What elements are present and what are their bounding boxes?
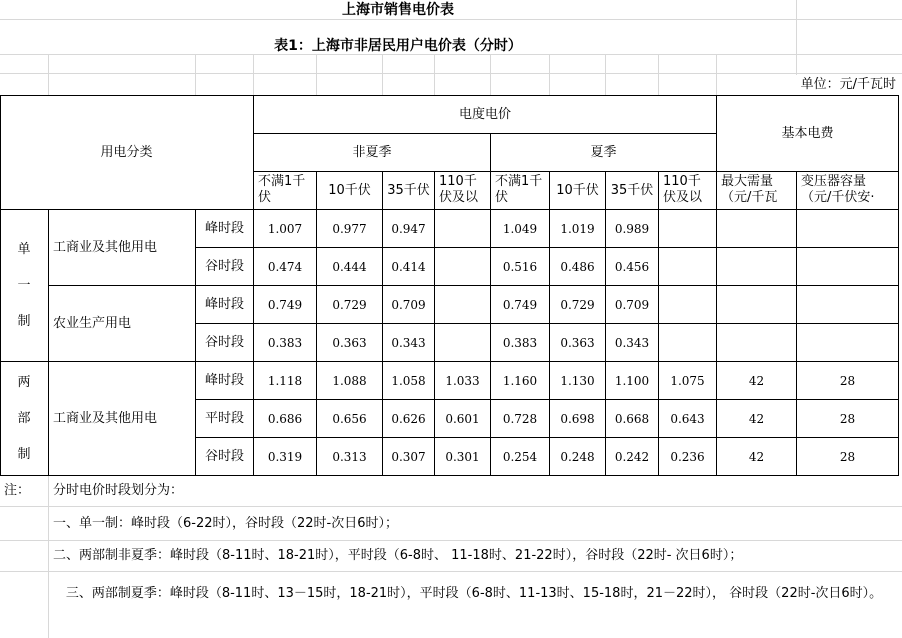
- row-4-transformer-cell: [797, 324, 898, 361]
- header-kwh-price: 电度电价: [458, 106, 511, 122]
- header-category: 用电分类: [100, 144, 153, 160]
- table-subtitle: 表1：上海市非居民用户电价表（分时）: [274, 38, 522, 54]
- row-4-ns-35kv-cell: 0.343: [391, 335, 426, 350]
- row-2-ns-110kv-cell: [435, 248, 490, 285]
- row-5-ns-10kv-cell: 1.088: [332, 373, 367, 388]
- row-5-s-35kv-cell: 1.100: [614, 373, 650, 388]
- row-1-ns-35kv-cell: 0.947: [391, 221, 426, 236]
- row-2-transformer-cell: [797, 248, 898, 285]
- row-5-max-demand-cell: 42: [748, 373, 765, 388]
- row-3-ns-35kv-cell: 0.709: [391, 297, 426, 312]
- row-2-ns-lt1kv-cell: 0.474: [267, 259, 303, 274]
- row-5-ns-110kv-cell: 1.033: [445, 373, 480, 388]
- row-6-s-lt1kv-cell: 0.728: [502, 411, 538, 426]
- row-3-ns-lt1kv-cell: 0.749: [267, 297, 303, 312]
- row-6-ns-35kv-cell: 0.626: [391, 411, 426, 426]
- row-7-transformer-cell: 28: [839, 449, 856, 464]
- row-5-s-lt1kv-cell: 1.160: [502, 373, 538, 388]
- group-two-char-3: 制: [17, 446, 31, 462]
- group-two-part: [0, 362, 48, 475]
- group-single-part: [0, 210, 48, 361]
- row-7-ns-35kv-cell: 0.307: [391, 449, 426, 464]
- row-7-ns-110kv-cell: 0.301: [445, 449, 480, 464]
- row-2-ns-10kv-cell: 0.444: [332, 259, 367, 274]
- row-2-max-demand-cell: [717, 248, 796, 285]
- row-4-ns-lt1kv-cell: 0.383: [267, 335, 303, 350]
- header-ns-lt1kv: 不满1千伏: [258, 174, 306, 205]
- row-7-s-35kv-cell: 0.242: [614, 449, 650, 464]
- header-basic-fee: 基本电费: [781, 125, 834, 141]
- row-1-s-110kv-cell: [659, 210, 716, 247]
- note-item-3: 三、两部制夏季：峰时段（8-11时、13－15时，18-21时），平时段（6-8时、11-13时、15-18时，21－22时）， 谷时段（22时-次日6时）。: [65, 586, 883, 601]
- row-3-transformer-cell: [797, 286, 898, 323]
- row-6-ns-10kv-cell: 0.656: [332, 411, 367, 426]
- header-s-lt1kv: 不满1千伏: [495, 174, 543, 205]
- group-single-char-2: 一: [17, 277, 31, 293]
- row-4-period-cell: 谷时段: [204, 334, 244, 350]
- row-6-s-10kv-cell: 0.698: [560, 411, 595, 426]
- row-7-max-demand-cell: 42: [748, 449, 765, 464]
- header-s-10kv: 10千伏: [556, 182, 599, 198]
- row-3-s-lt1kv-cell: 0.749: [502, 297, 538, 312]
- row-6-period-cell: 平时段: [204, 410, 244, 426]
- row-4-s-110kv-cell: [659, 324, 716, 361]
- row-5-ns-35kv-cell: 1.058: [391, 373, 426, 388]
- header-non-summer: 非夏季: [352, 144, 392, 160]
- row-6-s-110kv-cell: 0.643: [670, 411, 705, 426]
- row-3-s-10kv-cell: 0.729: [560, 297, 595, 312]
- group-single-char-3: 制: [17, 313, 31, 329]
- row-1-s-lt1kv-cell: 1.049: [502, 221, 538, 236]
- row-3-s-110kv-cell: [659, 286, 716, 323]
- row-1-s-35kv-cell: 0.989: [614, 221, 650, 236]
- row-3-s-35kv-cell: 0.709: [614, 297, 650, 312]
- row-5-ns-lt1kv-cell: 1.118: [267, 373, 303, 388]
- row-2-ns-35kv-cell: 0.414: [391, 259, 426, 274]
- row-1-max-demand-cell: [717, 210, 796, 247]
- row-3-ns-10kv-cell: 0.729: [332, 297, 367, 312]
- sheet-title: 上海市销售电价表: [342, 2, 454, 18]
- category-commercial-two-part: 工商业及其他用电: [53, 410, 158, 426]
- note-item-1: 一、单一制：峰时段（6-22时），谷时段（22时-次日6时）；: [53, 515, 399, 531]
- row-4-ns-110kv-cell: [435, 324, 490, 361]
- row-6-ns-lt1kv-cell: 0.686: [267, 411, 303, 426]
- header-s-110kv: 110千伏及以: [663, 174, 703, 205]
- row-7-s-10kv-cell: 0.248: [560, 449, 595, 464]
- row-2-s-lt1kv-cell: 0.516: [502, 259, 538, 274]
- row-4-ns-10kv-cell: 0.363: [332, 335, 367, 350]
- row-4-s-10kv-cell: 0.363: [560, 335, 595, 350]
- header-s-35kv: 35千伏: [610, 182, 654, 198]
- row-7-s-lt1kv-cell: 0.254: [502, 449, 538, 464]
- row-1-ns-lt1kv-cell: 1.007: [267, 221, 303, 236]
- group-two-char-1: 两: [17, 374, 31, 390]
- header-ns-110kv: 110千伏及以: [439, 174, 479, 205]
- note-item-2: 二、两部制非夏季：峰时段（8-11时、18-21时），平时段（6-8时、 11-18时、21-22时），谷时段（22时- 次日6时）；: [53, 548, 743, 563]
- row-2-s-10kv-cell: 0.486: [560, 259, 595, 274]
- row-5-transformer-cell: 28: [839, 373, 856, 388]
- row-5-s-110kv-cell: 1.075: [670, 373, 705, 388]
- category-agriculture: 农业生产用电: [53, 315, 132, 331]
- row-5-s-10kv-cell: 1.130: [560, 373, 595, 388]
- row-4-max-demand-cell: [717, 324, 796, 361]
- row-2-period-cell: 谷时段: [204, 258, 244, 274]
- header-ns-10kv: 10千伏: [328, 182, 371, 198]
- row-2-s-110kv-cell: [659, 248, 716, 285]
- row-7-period-cell: 谷时段: [204, 448, 244, 464]
- row-7-s-110kv-cell: 0.236: [670, 449, 705, 464]
- row-3-period-cell: 峰时段: [204, 296, 244, 312]
- row-7-ns-lt1kv-cell: 0.319: [267, 449, 303, 464]
- row-3-max-demand-cell: [717, 286, 796, 323]
- row-5-period-cell: 峰时段: [204, 372, 244, 388]
- group-two-char-2: 部: [17, 410, 31, 426]
- row-7-ns-10kv-cell: 0.313: [332, 449, 367, 464]
- notes-label: 注：: [4, 483, 31, 498]
- row-4-s-35kv-cell: 0.343: [614, 335, 650, 350]
- row-6-transformer-cell: 28: [839, 411, 856, 426]
- notes-intro: 分时电价时段划分为：: [53, 483, 184, 498]
- row-1-ns-110kv-cell: [435, 210, 490, 247]
- header-summer: 夏季: [590, 144, 617, 160]
- row-1-transformer-cell: [797, 210, 898, 247]
- category-commercial-single: 工商业及其他用电: [53, 239, 158, 255]
- row-6-max-demand-cell: 42: [748, 411, 765, 426]
- row-1-s-10kv-cell: 1.019: [560, 221, 595, 236]
- row-1-period-cell: 峰时段: [204, 220, 244, 236]
- unit-label: 单位：元/千瓦时: [800, 77, 896, 92]
- header-max-demand: 最大需量（元/千瓦: [721, 174, 778, 205]
- row-4-s-lt1kv-cell: 0.383: [502, 335, 538, 350]
- header-transformer: 变压器容量（元/千伏安·: [801, 174, 875, 205]
- row-6-ns-110kv-cell: 0.601: [445, 411, 480, 426]
- group-single-char-1: 单: [17, 241, 31, 257]
- row-2-s-35kv-cell: 0.456: [614, 259, 650, 274]
- row-6-s-35kv-cell: 0.668: [614, 411, 650, 426]
- header-ns-35kv: 35千伏: [387, 182, 430, 198]
- row-3-ns-110kv-cell: [435, 286, 490, 323]
- row-1-ns-10kv-cell: 0.977: [332, 221, 367, 236]
